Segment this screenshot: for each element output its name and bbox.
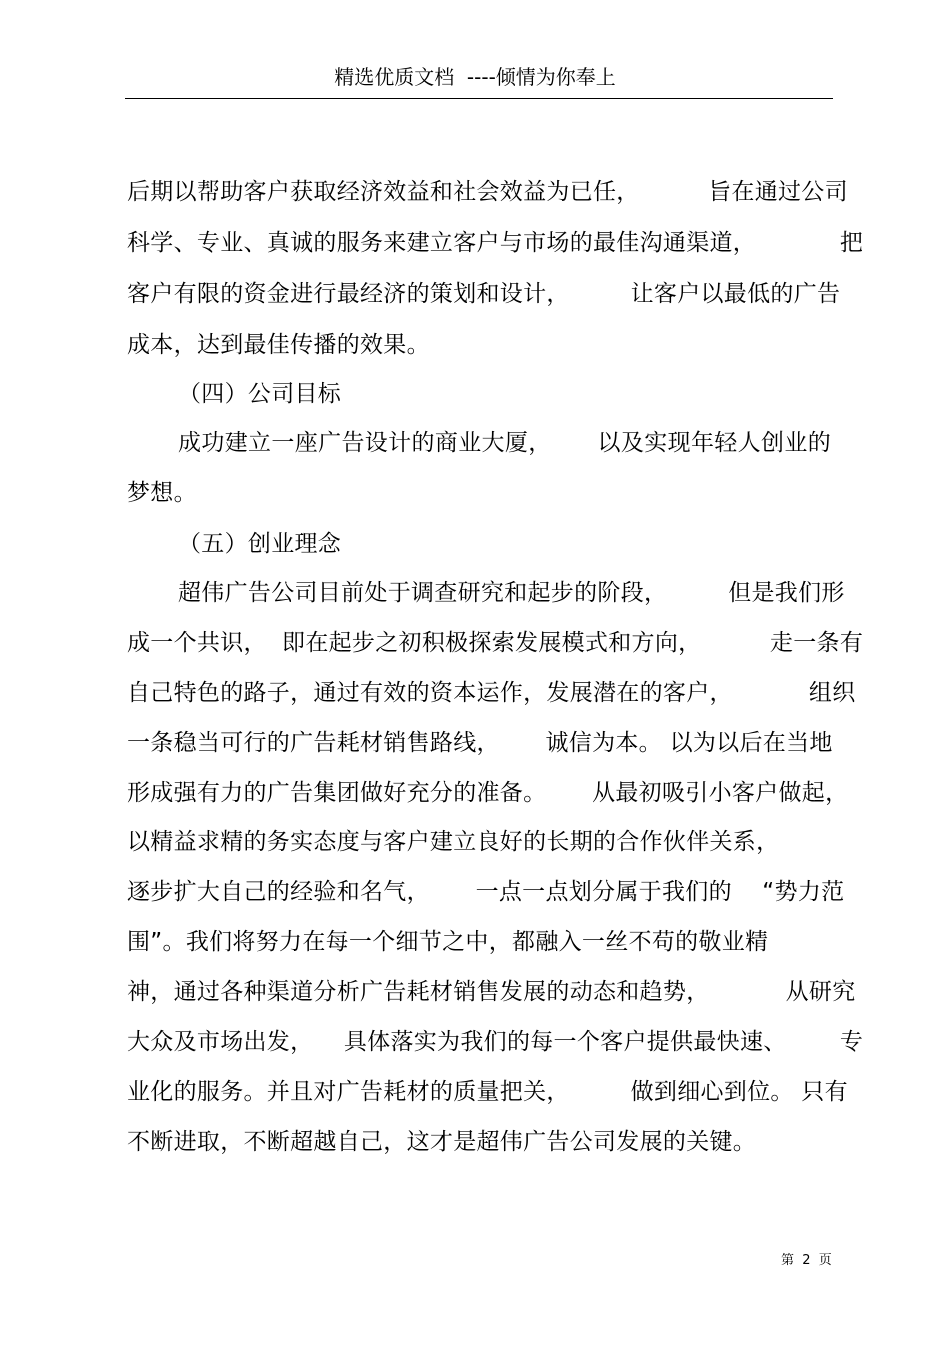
body-line-1: 后期以帮助客户获取经济效益和社会效益为已任， 旨在通过公司 [127,179,848,205]
body-line-2: 科学、专业、真诚的服务来建立客户与市场的最佳沟通渠道， 把 [127,230,864,256]
body-line-9: 超伟广告公司目前处于调查研究和起步的阶段， 但是我们形 [178,580,845,606]
page-header: 精选优质文档 ----倾情为你奉上 [334,65,616,89]
body-line-13: 形成强有力的广告集团做好充分的准备。 从最初吸引小客户做起， [127,780,849,806]
body-line-14: 以精益求精的务实态度与客户建立良好的长期的合作伙伴关系， [127,829,780,855]
section-heading-goals: （四）公司目标 [178,381,342,407]
body-line-19: 业化的服务。并且对广告耗材的质量把关， 做到细心到位。 只有 [127,1079,848,1105]
body-line-6: 成功建立一座广告设计的商业大厦， 以及实现年轻人创业的 [178,430,831,456]
body-line-16: 围”。我们将努力在每一个细节之中，都融入一丝不苟的敬业精 [127,929,769,955]
body-line-4: 成本，达到最佳传播的效果。 [127,332,430,358]
header-divider [125,98,833,99]
body-line-20: 不断进取，不断超越自己，这才是超伟广告公司发展的关键。 [127,1129,757,1155]
body-line-7: 梦想。 [127,480,197,506]
body-line-11: 自己特色的路子，通过有效的资本运作，发展潜在的客户， 组织 [127,680,856,706]
body-line-3: 客户有限的资金进行最经济的策划和设计， 让客户以最低的广告 [127,281,841,307]
section-heading-philosophy: （五）创业理念 [178,531,342,557]
body-line-18: 大众及市场出发， 具体落实为我们的每一个客户提供最快速、 专 [127,1029,864,1055]
body-line-12: 一条稳当可行的广告耗材销售路线， 诚信为本。 以为以后在当地 [127,730,833,756]
page-number: 第 2 页 [781,1253,832,1268]
body-line-15: 逐步扩大自己的经验和名气， 一点一点划分属于我们的 “势力范 [127,879,845,905]
body-line-17: 神，通过各种渠道分析广告耗材销售发展的动态和趋势， 从研究 [127,979,856,1005]
body-line-10: 成一个共识， 即在起步之初积极探索发展模式和方向， 走一条有 [127,630,864,656]
